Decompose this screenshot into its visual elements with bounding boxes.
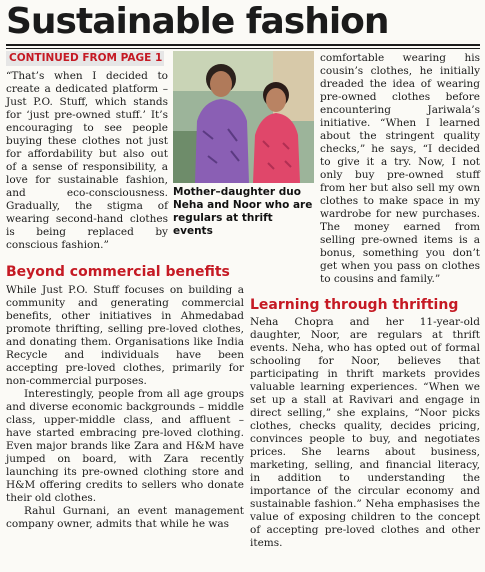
section-heading-beyond-commercial-benefits: Beyond commercial benefits bbox=[6, 264, 230, 280]
headline: Sustainable fashion bbox=[6, 2, 389, 42]
section1-paragraph: Interestingly, people from all age groups and diverse economic backgrounds – middle class, upper-middle class, and affluent – have started embracing pre-loved clothing. Even major brands like Zara and H&M have jumped on board, with Zara recently launching its pre-owned clothing store and H&M offering credits to sellers who donate their old clothes. bbox=[6, 388, 244, 504]
photo-mother-daughter bbox=[173, 51, 314, 183]
section1-paragraph: While Just P.O. Stuff focuses on building a community and generating commercial benefits, other initiatives in Ahmedabad promote thrifting, selling pre-loved clothes, and donating them. Organisations like India Recycle and individuals have been accepting pre-loved clothes, primarily for non-commercial purposes. bbox=[6, 284, 244, 387]
section1-paragraph: Rahul Gurnani, an event management company owner, admits that while he was bbox=[6, 505, 244, 530]
column-1-text bbox=[6, 70, 168, 252]
col1-paragraph: “That’s when I decided to create a dedicated platform – Just P.O. Stuff, which stands for ‘just pre-owned stuff.’ It’s encouraging to see people buying these clothes not just for affordability but also out of a sense of responsibility, a love for sustainable fashion, and eco-consciousness. Gradually, the stigma of wearing second-hand clothes is being replaced by conscious fashion.” bbox=[6, 70, 168, 251]
section-heading-learning-through-thrifting: Learning through thrifting bbox=[250, 297, 459, 313]
photo-caption: Mother–daughter duo Neha and Noor who are regulars at thrift events bbox=[173, 186, 313, 237]
photo-illustration bbox=[173, 51, 314, 183]
continued-from-label: CONTINUED FROM PAGE 1 bbox=[6, 51, 164, 66]
headline-rule bbox=[6, 44, 480, 46]
section2-paragraph: Neha Chopra and her 11-year-old daughter, Noor, are regulars at thrift events. Neha, who has opted out of formal schooling for Noor, believes that participating in thrift markets provides valuable learning experiences. “When we set up a stall at Ravivari and engage in direct selling,” she explains, “Noor picks clothes, checks quality, decides pricing, convinces people to buy, and negotiates prices. She learns about business, marketing, selling, and financial literacy, in addition to understanding the importance of the circular economy and sustainable fashion.” Neha emphasises the value of exposing children to the concept of accepting pre-loved clothes and other items. bbox=[250, 316, 480, 549]
column-3-text bbox=[320, 52, 480, 286]
section-1-body bbox=[6, 284, 244, 531]
section-2-body bbox=[250, 316, 480, 550]
col3-paragraph: comfortable wearing his cousin’s clothes, he initially dreaded the idea of wearing pre-owned clothes before encountering Jariwala’s initiative. “When I learned about the stringent quality checks,” he says, “I decided to give it a try. Now, I not only buy pre-owned stuff from her but also sell my own clothes to make space in my wardrobe for new purchases. The money earned from selling pre-owned items is a bonus, something you don’t get when you pass on clothes to cousins and family.” bbox=[320, 52, 480, 285]
headline-rule-thin bbox=[6, 48, 480, 49]
